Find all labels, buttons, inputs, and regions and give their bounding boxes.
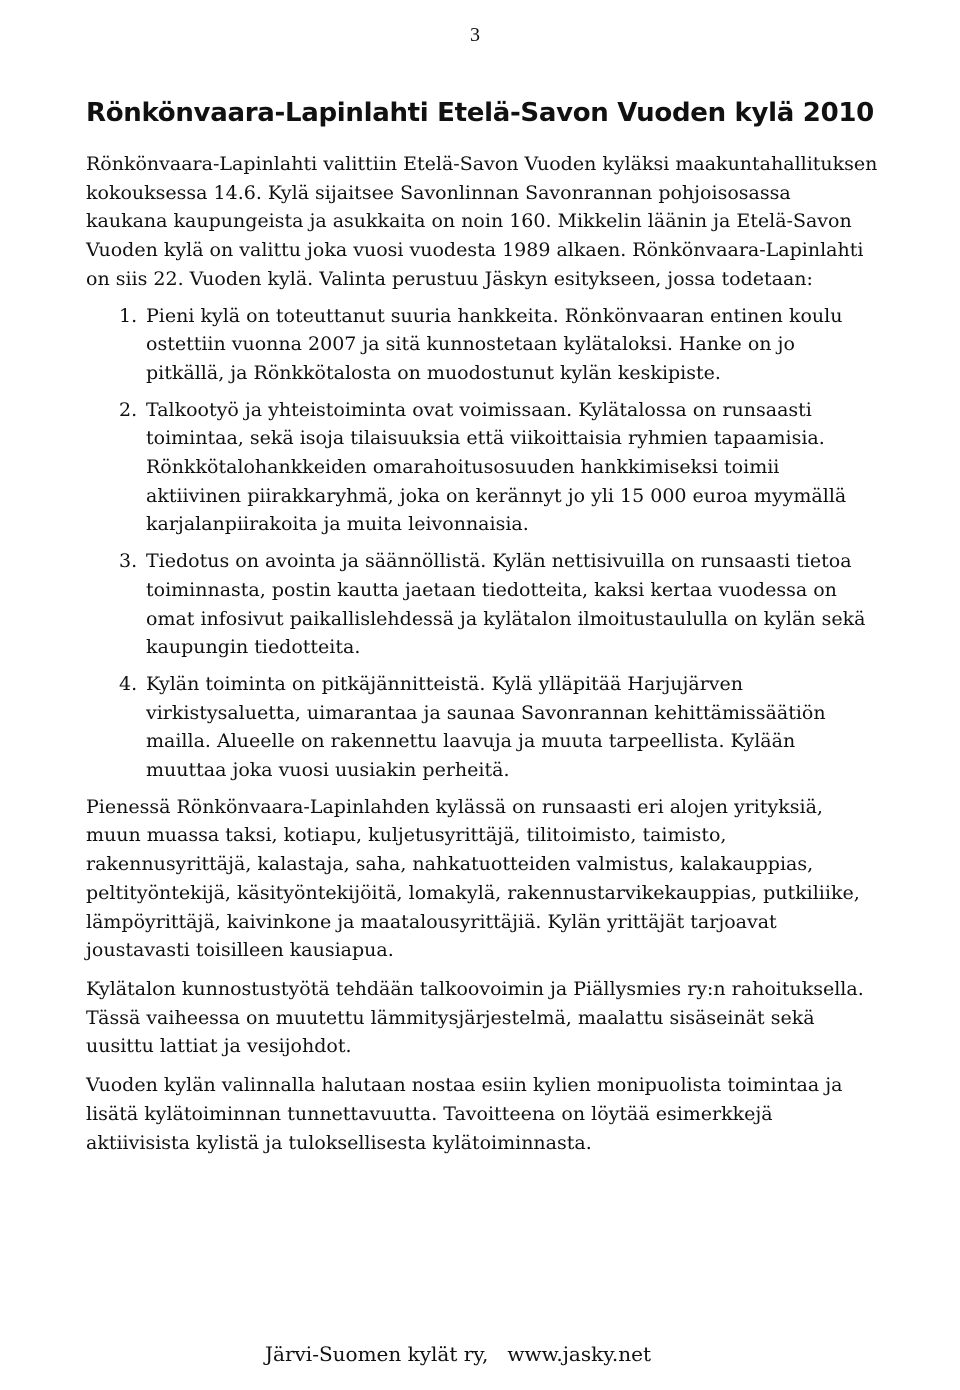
footer-organization: Järvi-Suomen kylät ry, [265, 1342, 489, 1366]
intro-paragraph: Rönkönvaara-Lapinlahti valittiin Etelä-Savon Vuoden kyläksi maakuntahallituksen kokouksessa 14.6. Kylä sijaitsee Savonlinnan Savonrannan pohjoisosassa kaukana kaupungeista ja asukkaita on noin 160. Mikkelin läänin ja Etelä-Savon Vuoden kylä on valittu joka vuosi vuodesta 1989 alkaen. Rönkönvaara-Lapinlahti on siis 22. Vuoden kylä. Valinta perustuu Jäskyn esitykseen, jossa todetaan: [86, 153, 878, 290]
criteria-list [86, 302, 878, 785]
village-hall-paragraph: Kylätalon kunnostustyötä tehdään talkoovoimin ja Piällysmies ry:n rahoituksella. Tässä vaiheessa on muutettu lämmitysjärjestelmä, maalattu sisäseinät sekä uusittu lattiat ja vesijohdot. [86, 977, 864, 1058]
list-item [86, 670, 878, 785]
goals-paragraph: Vuoden kylän valinnalla halutaan nostaa esiin kylien monipuolista toimintaa ja lisätä kylätoiminnan tunnettavuutta. Tavoitteena on löytää esimerkkejä aktiivisista kylistä ja tuloksellisesta kylätoiminnasta. [86, 1074, 843, 1154]
page-number: 3 [470, 24, 480, 46]
list-item-number: 1. [119, 304, 138, 327]
list-item-text: Pieni kylä on toteuttanut suuria hankkeita. Rönkönvaaran entinen koulu ostettiin vuonna 2007 ja sitä kunnostetaan kylätaloksi. Hanke on jo pitkällä, ja Rönkkötalosta on muodostunut kylän keskipiste. [146, 304, 843, 384]
businesses-paragraph: Pienessä Rönkönvaara-Lapinlahden kylässä on runsaasti eri alojen yrityksiä, muun muassa taksi, kotiapu, kuljetusyrittäjä, tilitoimisto, taimisto, rakennusyrittäjä, kalastaja, saha, nahkatuotteiden valmistus, kalakauppias, peltityöntekijä, käsityöntekijöitä, lomakylä, rakennustarvikekauppias, putkiliike, lämpöyrittäjä, kaivinkone ja maatalousyrittäjiä. Kylän yrittäjät tarjoavat joustavasti toisilleen kausiapua. [86, 795, 860, 962]
list-item-text: Talkootyö ja yhteistoiminta ovat voimissaan. Kylätalossa on runsaasti toimintaa, sekä isoja tilaisuuksia että viikoittaisia ryhmien tapaamisia. Rönkkötalohankkeiden omarahoitusosuuden hankkimiseksi toimii aktiivinen piirakkaryhmä, joka on kerännyt jo yli 15 000 euroa myymällä karjalanpiirakoita ja muita leivonnaisia. [146, 398, 847, 536]
list-item-number: 2. [119, 398, 138, 421]
footer-website-link[interactable]: www.jasky.net [507, 1342, 651, 1366]
list-item-text: Kylän toiminta on pitkäjännitteistä. Kylä ylläpitää Harjujärven virkistysaluetta, uimarantaa ja saunaa Savonrannan kehittämissäätiön mailla. Alueelle on rakennettu laavuja ja muuta tarpeellista. Kylään muuttaa joka vuosi uusiakin perheitä. [146, 672, 826, 782]
list-item-text: Tiedotus on avointa ja säännöllistä. Kylän nettisivuilla on runsaasti tietoa toiminnasta, postin kautta jaetaan tiedotteita, kaksi kertaa vuodessa on omat infosivut paikallislehdessä ja kylätalon ilmoitustaululla on kylän sekä kaupungin tiedotteita. [146, 550, 866, 659]
list-item [86, 396, 878, 540]
article-body [86, 150, 878, 1167]
list-item [86, 547, 878, 662]
list-item-number: 3. [119, 550, 138, 573]
list-item-number: 4. [119, 672, 138, 695]
page-footer [265, 1340, 651, 1368]
list-item [86, 302, 878, 388]
article-title: Rönkönvaara-Lapinlahti Etelä-Savon Vuoden kylä 2010 [86, 98, 874, 128]
